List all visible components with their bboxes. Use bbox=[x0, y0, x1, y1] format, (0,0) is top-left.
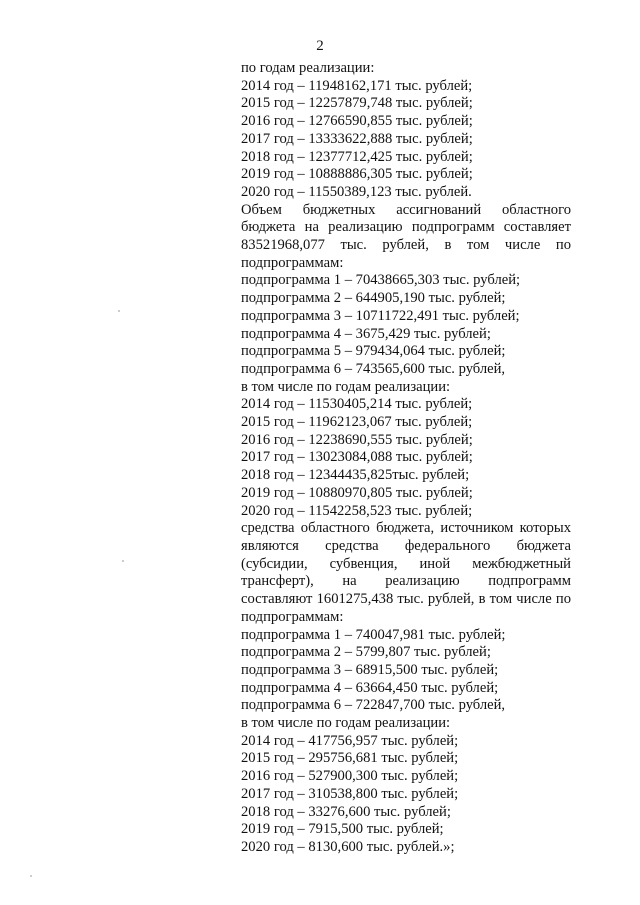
page-number: 2 bbox=[316, 38, 324, 54]
scan-speck bbox=[30, 875, 32, 877]
text-line: 2018 год – 12377712,425 тыс. рублей; bbox=[241, 148, 473, 165]
text-line: 2017 год – 310538,800 тыс. рублей; bbox=[241, 785, 459, 802]
text-line: подпрограммам: bbox=[241, 254, 344, 271]
text-line: подпрограмма 5 – 979434,064 тыс. рублей; bbox=[241, 343, 506, 360]
text-line: подпрограмма 2 – 5799,807 тыс. рублей; bbox=[241, 644, 491, 661]
text-line: 2020 год – 11542258,523 тыс. рублей; bbox=[241, 502, 473, 519]
text-line: 2016 год – 12766590,855 тыс. рублей; bbox=[241, 113, 473, 130]
text-line: подпрограмма 3 – 10711722,491 тыс. рублей; bbox=[241, 307, 520, 324]
text-line: подпрограмма 2 – 644905,190 тыс. рублей; bbox=[241, 290, 506, 307]
text-line: 2020 год – 8130,600 тыс. рублей.»; bbox=[241, 838, 455, 855]
text-line: 2019 год – 7915,500 тыс. рублей; bbox=[241, 821, 444, 838]
text-line: 2019 год – 10888886,305 тыс. рублей; bbox=[241, 166, 473, 183]
text-line: 2020 год – 11550389,123 тыс. рублей. bbox=[241, 183, 472, 200]
text-line: 2015 год – 12257879,748 тыс. рублей; bbox=[241, 95, 473, 112]
text-line: составляют 1601275,438 тыс. рублей, в том числе по bbox=[241, 591, 571, 608]
paragraph-federal-funds bbox=[241, 520, 571, 626]
text-line: 2018 год – 12344435,825тыс. рублей; bbox=[241, 467, 470, 484]
text-line: подпрограммам: bbox=[241, 608, 344, 625]
scan-speck bbox=[122, 560, 124, 562]
text-line: подпрограмма 6 – 743565,600 тыс. рублей, bbox=[241, 360, 506, 377]
text-line: 83521968,077 тыс. рублей, в том числе по bbox=[241, 237, 571, 254]
text-line: 2016 год – 527900,300 тыс. рублей; bbox=[241, 768, 459, 785]
text-line: в том числе по годам реализации: bbox=[241, 715, 451, 732]
text-line: бюджета на реализацию подпрограмм составляет bbox=[241, 219, 571, 236]
text-line: подпрограмма 6 – 722847,700 тыс. рублей, bbox=[241, 697, 506, 714]
text-line: 2017 год – 13023084,088 тыс. рублей; bbox=[241, 449, 473, 466]
years-block-total bbox=[241, 60, 571, 202]
subprograms-block-1 bbox=[241, 272, 571, 520]
text-line: подпрограмма 1 – 740047,981 тыс. рублей; bbox=[241, 626, 506, 643]
text-line: 2015 год – 295756,681 тыс. рублей; bbox=[241, 750, 459, 767]
text-line: 2014 год – 11948162,171 тыс. рублей; bbox=[241, 77, 473, 94]
text-line: 2015 год – 11962123,067 тыс. рублей; bbox=[241, 414, 473, 431]
text-line: являются средства федерального бюджета bbox=[241, 537, 571, 554]
subprograms-block-2 bbox=[241, 627, 571, 857]
text-line: Объем бюджетных ассигнований областного bbox=[241, 201, 571, 218]
text-line: 2017 год – 13333622,888 тыс. рублей; bbox=[241, 130, 473, 147]
paragraph-budget-volume bbox=[241, 202, 571, 273]
text-line: 2018 год – 33276,600 тыс. рублей; bbox=[241, 803, 451, 820]
scan-speck bbox=[118, 310, 120, 312]
text-line: подпрограмма 4 – 63664,450 тыс. рублей; bbox=[241, 679, 499, 696]
text-line: средства областного бюджета, источником которых bbox=[241, 520, 571, 537]
text-line: подпрограмма 3 – 68915,500 тыс. рублей; bbox=[241, 661, 499, 678]
text-line: подпрограмма 1 – 70438665,303 тыс. рублей; bbox=[241, 272, 521, 289]
text-line: (субсидии, субвенция, иной межбюджетный bbox=[241, 555, 571, 572]
text-line: по годам реализации: bbox=[241, 60, 375, 76]
text-line: 2016 год – 12238690,555 тыс. рублей; bbox=[241, 431, 473, 448]
text-line: трансферт), на реализацию подпрограмм bbox=[241, 573, 571, 590]
document-body bbox=[241, 60, 571, 857]
text-line: в том числе по годам реализации: bbox=[241, 378, 451, 395]
text-line: 2014 год – 417756,957 тыс. рублей; bbox=[241, 732, 459, 749]
text-line: подпрограмма 4 – 3675,429 тыс. рублей; bbox=[241, 325, 491, 342]
text-line: 2014 год – 11530405,214 тыс. рублей; bbox=[241, 396, 473, 413]
text-line: 2019 год – 10880970,805 тыс. рублей; bbox=[241, 484, 473, 501]
